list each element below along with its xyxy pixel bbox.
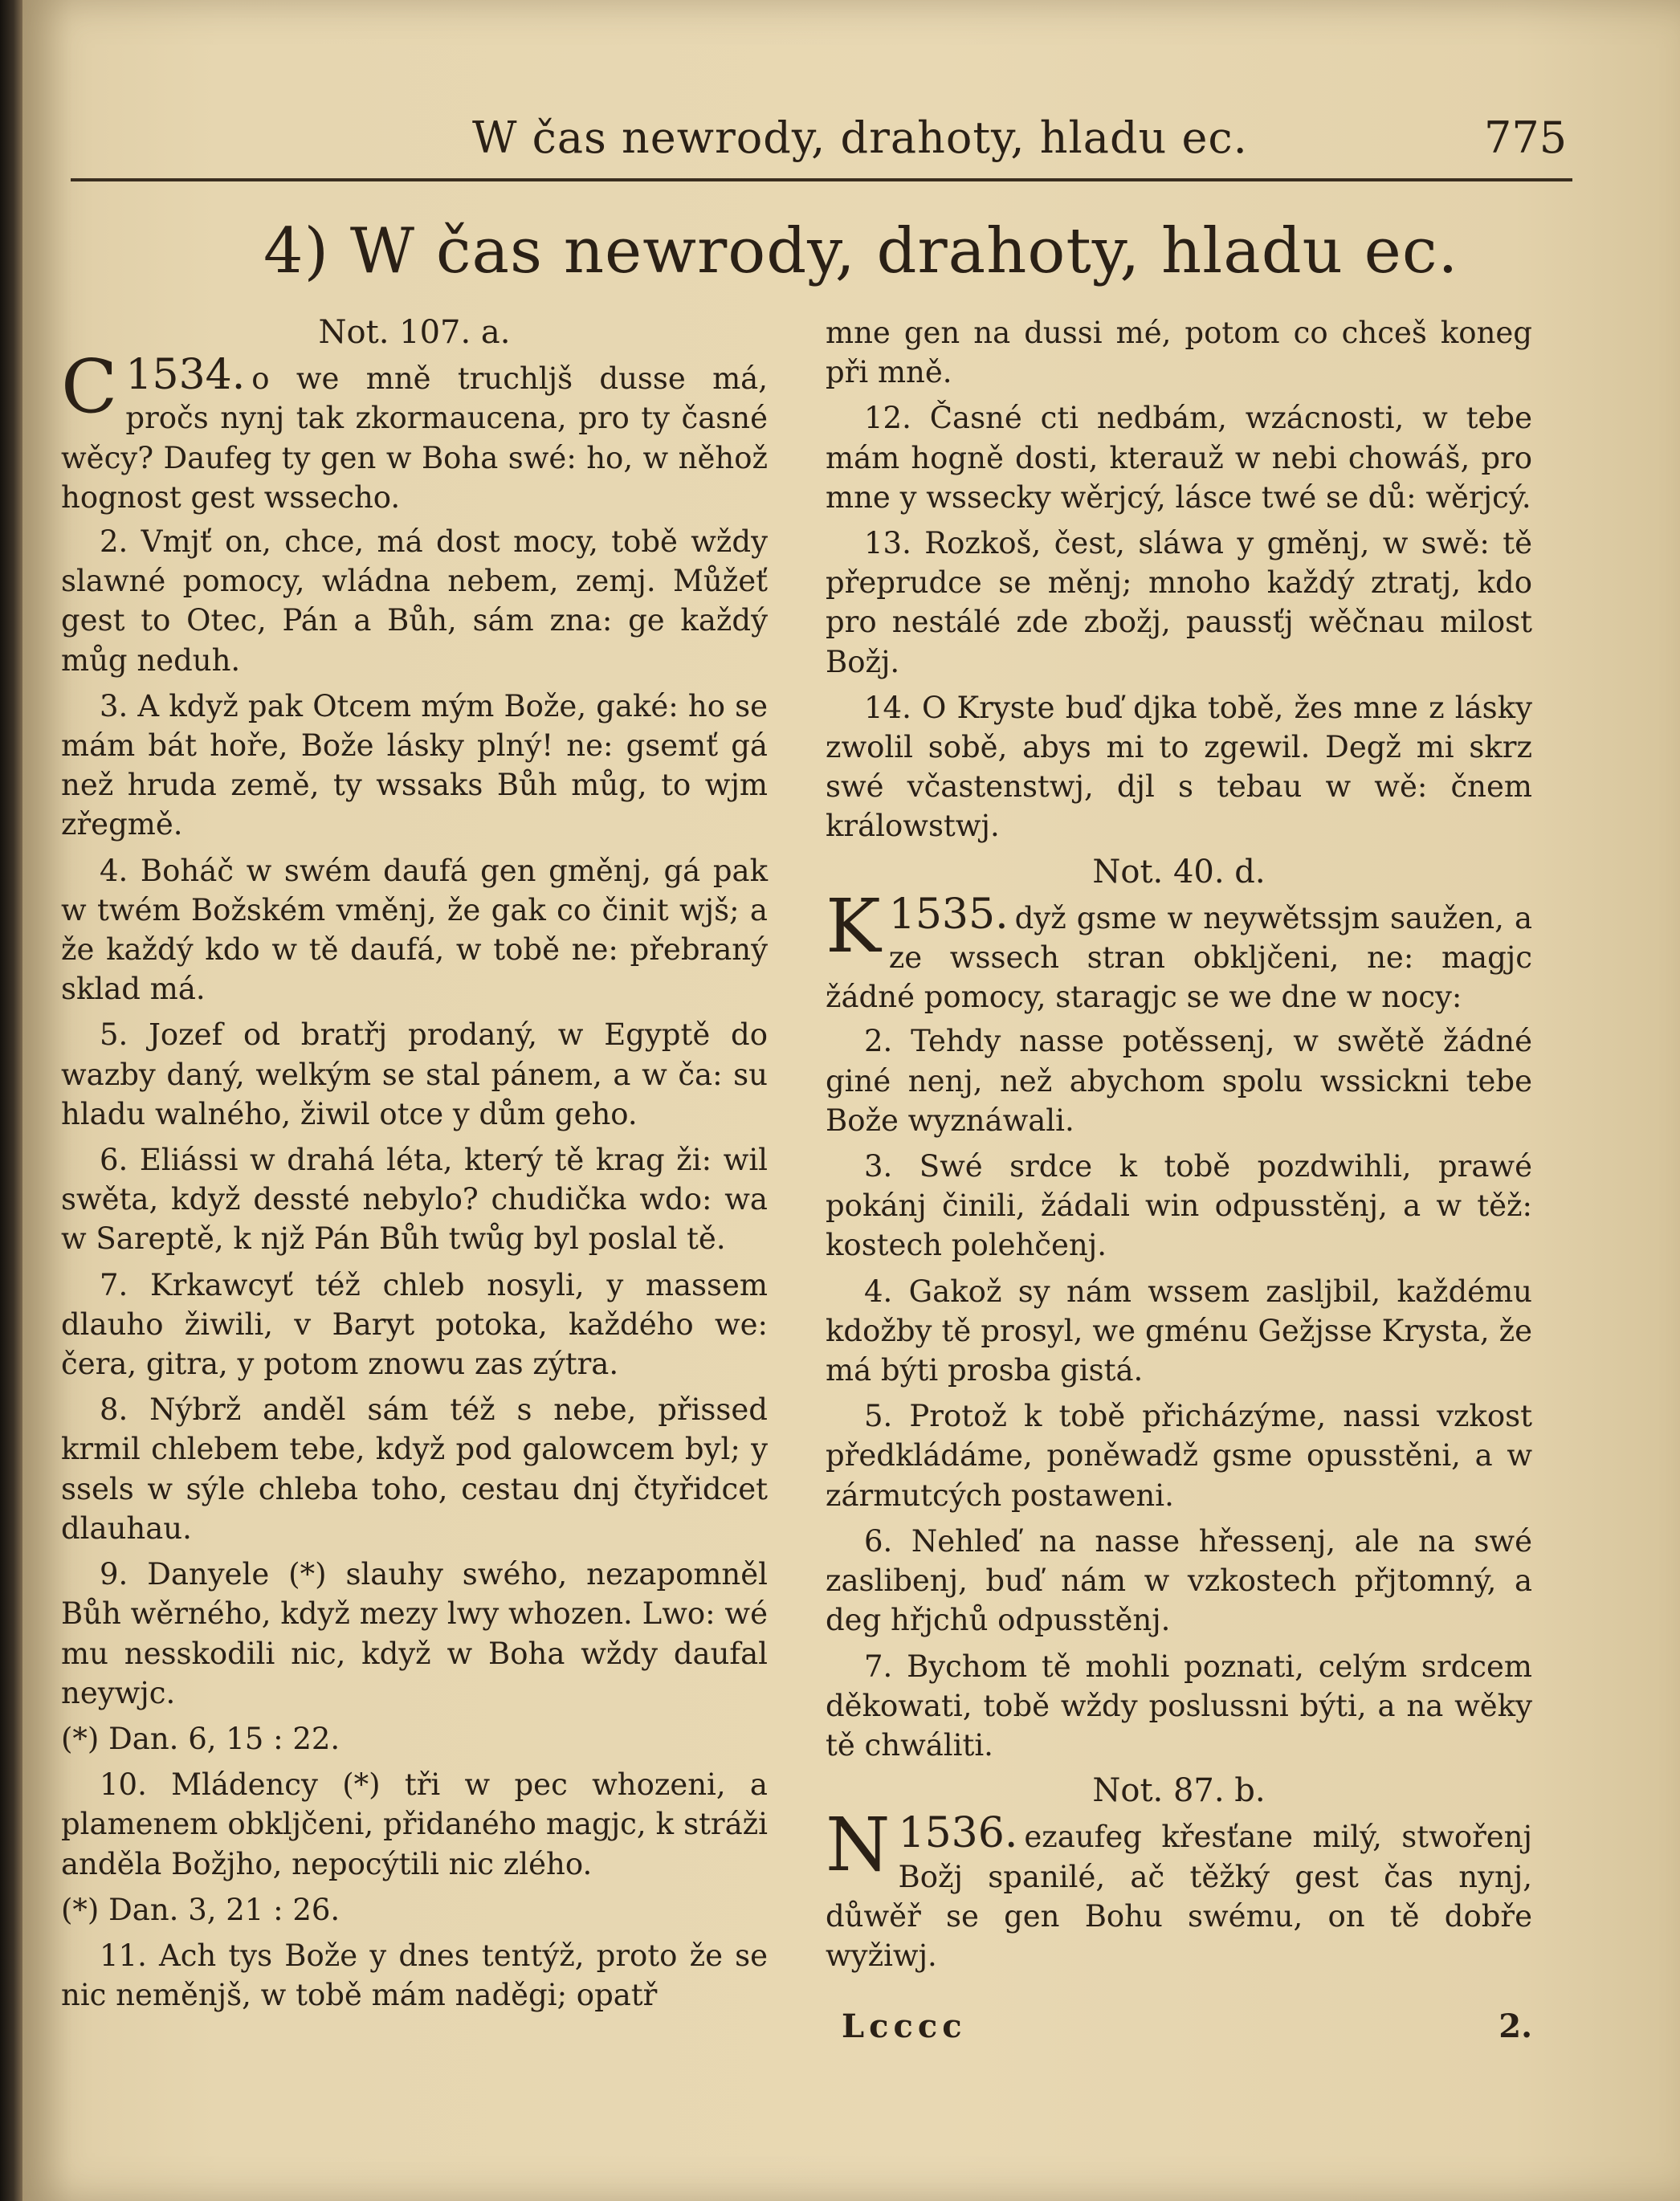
- scripture-note: (*) Dan. 6, 15 : 22.: [61, 1721, 340, 1756]
- hymn-text: pročs nynj tak zkormaucena, pro ty časné wěcy? Daufeg ty gen w Boha swé: ho, w něhož hognost gest wssecho.: [61, 401, 768, 515]
- verse: 4. Gakož sy nám wssem zasljbil, každému kdožby tě prosyl, we gménu Gežjsse Krysta, že má býti prosba gistá.: [826, 1274, 1532, 1388]
- verse: 3. Swé srdce k tobě pozdwihli, prawé pokánj činili, žádali win odpusstěnj, a w těž: kostech polehčenj.: [826, 1149, 1532, 1263]
- verse: 10. Mládency (*) tři w pec whozeni, a plamenem obkljčeni, přidaného magjc, k stráži anděla Božjho, nepocýtili nic zlého.: [61, 1767, 768, 1881]
- verse: 7. Bychom tě mohli poznati, celým srdcem děkowati, tobě wždy poslussni býti, a na wěky tě chwáliti.: [826, 1649, 1532, 1763]
- verse: 7. Krkawcyť též chleb nosyli, y massem dlauho žiwili, v Baryt potoka, každého we: čera, gitra, y potom znowu zas zýtra.: [61, 1267, 768, 1382]
- hymn-head: [826, 895, 1532, 1017]
- verse: 3. A když pak Otcem mým Bože, gaké: ho se mám bát hoře, Bože lásky plný! ne: gsemť gá než hruda země, ty wssaks Bůh můg, to wjm zřegmě.: [61, 688, 768, 842]
- melody-note: Not. 107. a.: [318, 314, 511, 351]
- verse: 13. Rozkoš, čest, sláwa y gměnj, w swě: tě přeprudce se měnj; mnoho každý ztratj, kdo pro nestálé zde zbožj, paussťj wěčnau milost Božj.: [826, 526, 1532, 679]
- verse: 2. Tehdy nasse potěssenj, w swětě žádné giné nenj, než abychom spolu wssickni tebe Bože wyznáwali.: [826, 1024, 1532, 1138]
- hymn-head: [826, 1814, 1532, 1975]
- hymn-number: 1536.: [898, 1814, 1018, 1858]
- verse: 2. Vmjť on, chce, má dost mocy, tobě wždy slawné pomocy, wládna nebem, zemj. Můžeť gest to Otec, Pán a Bůh, sám zna: ge každý můg neduh.: [61, 524, 768, 678]
- hymn-text: Božj spanilé, ač těžký gest čas nynj, důwěř se gen Bohu swému, on tě dobře wyžiwj.: [826, 1859, 1532, 1973]
- melody-note: Not. 40. d.: [1092, 853, 1266, 891]
- running-title: W čas newrody, drahoty, hladu ec.: [472, 112, 1248, 163]
- scripture-note: (*) Dan. 3, 21 : 26.: [61, 1892, 340, 1927]
- hymn-1534: [61, 356, 768, 517]
- verse: 14. O Kryste buď djka tobě, žes mne z lásky zwolil sobě, abys mi to zgewil. Degž mi skrz swé včastenstwj, djl s tebau w wě: čnem králowstwj.: [826, 690, 1532, 844]
- left-column: [61, 313, 768, 2021]
- melody-note: Not. 87. b.: [1092, 1772, 1266, 1810]
- initial-letter: C: [61, 356, 118, 430]
- page-number: 775: [1484, 112, 1568, 163]
- section-title: 4) W čas newrody, drahoty, hladu ec.: [263, 215, 1459, 287]
- page-footer: [842, 2007, 1532, 2045]
- hymn-1535: [826, 895, 1532, 1017]
- header-rule: [71, 178, 1572, 181]
- verse: 8. Nýbrž anděl sám též s nebe, přissed krmil chlebem tebe, když pod galowcem byl; y ssels w sýle chleba toho, cestau dnj čtyřidcet dlauhau.: [61, 1392, 768, 1546]
- initial-letter: K: [826, 895, 881, 969]
- book-page: [22, 0, 1680, 2201]
- book-spine: [0, 0, 22, 2201]
- verse: 9. Danyele (*) slauhy swého, nezapomněl Bůh wěrného, když mezy lwy whozen. Lwo: wé mu nesskodili nic, když w Boha wždy daufal neywjc.: [61, 1557, 768, 1710]
- verse: 6. Nehleď na nasse hřessenj, ale na swé zaslibenj, buď nám w vzkostech přjtomný, a deg hřjchů odpusstěnj.: [826, 1523, 1532, 1638]
- catchword: 2.: [1499, 2007, 1532, 2045]
- verse: 11. Ach tys Bože y dnes tentýž, proto že se nic neměnjš, w tobě mám naděgi; opatř: [61, 1938, 768, 2013]
- hymn-number: 1535.: [888, 895, 1009, 939]
- hymn-first-line: ezaufeg křesťane milý, stwořenj: [1024, 1820, 1532, 1855]
- verse: 4. Boháč w swém daufá gen gměnj, gá pak w twém Božském vměnj, že gak co činit wjš; a že každý kdo w tě daufá, w tobě ne: přebraný sklad má.: [61, 853, 768, 1007]
- right-column: [826, 313, 1532, 1980]
- hymn-head: [61, 356, 768, 517]
- hymn-first-line: dyž gsme w neywětssjm saužen,: [1014, 900, 1504, 935]
- verse: 5. Protož k tobě přicházýme, nassi vzkost předkládáme, poněwadž gsme opusstěni, a w zármutcých postaweni.: [826, 1399, 1532, 1513]
- signature-mark: Lcccc: [842, 2007, 967, 2045]
- verse: 12. Časné cti nedbám, wzácnosti, w tebe mám hogně dosti, kterauž w nebi chowáš, pro mne y wssecky wěrjcý, lásce twé se dů: wěrjcý.: [826, 401, 1532, 515]
- hymn-first-line: o we mně truchljš dusse má,: [251, 361, 768, 397]
- hymn-text: a ze wssech stran obkljčeni, ne: magjc žádné pomocy, staragjc se we dne w nocy:: [826, 900, 1532, 1015]
- hymn-1536: [826, 1814, 1532, 1975]
- initial-letter: N: [826, 1814, 891, 1889]
- verse: 5. Jozef od bratřj prodaný, w Egyptě do wazby daný, welkým se stal pánem, a w ča: su hladu walného, žiwil otce y dům geho.: [61, 1017, 768, 1131]
- hymn-number: 1534.: [125, 356, 246, 400]
- verse-continuation: mne gen na dussi mé, potom co chceš koneg při mně.: [826, 316, 1532, 390]
- verse: 6. Eliássi w drahá léta, který tě krag ži: wil swěta, když dessté nebylo? chudička wdo: wa w Sareptě, k njž Pán Bůh twůg byl poslal tě.: [61, 1143, 768, 1257]
